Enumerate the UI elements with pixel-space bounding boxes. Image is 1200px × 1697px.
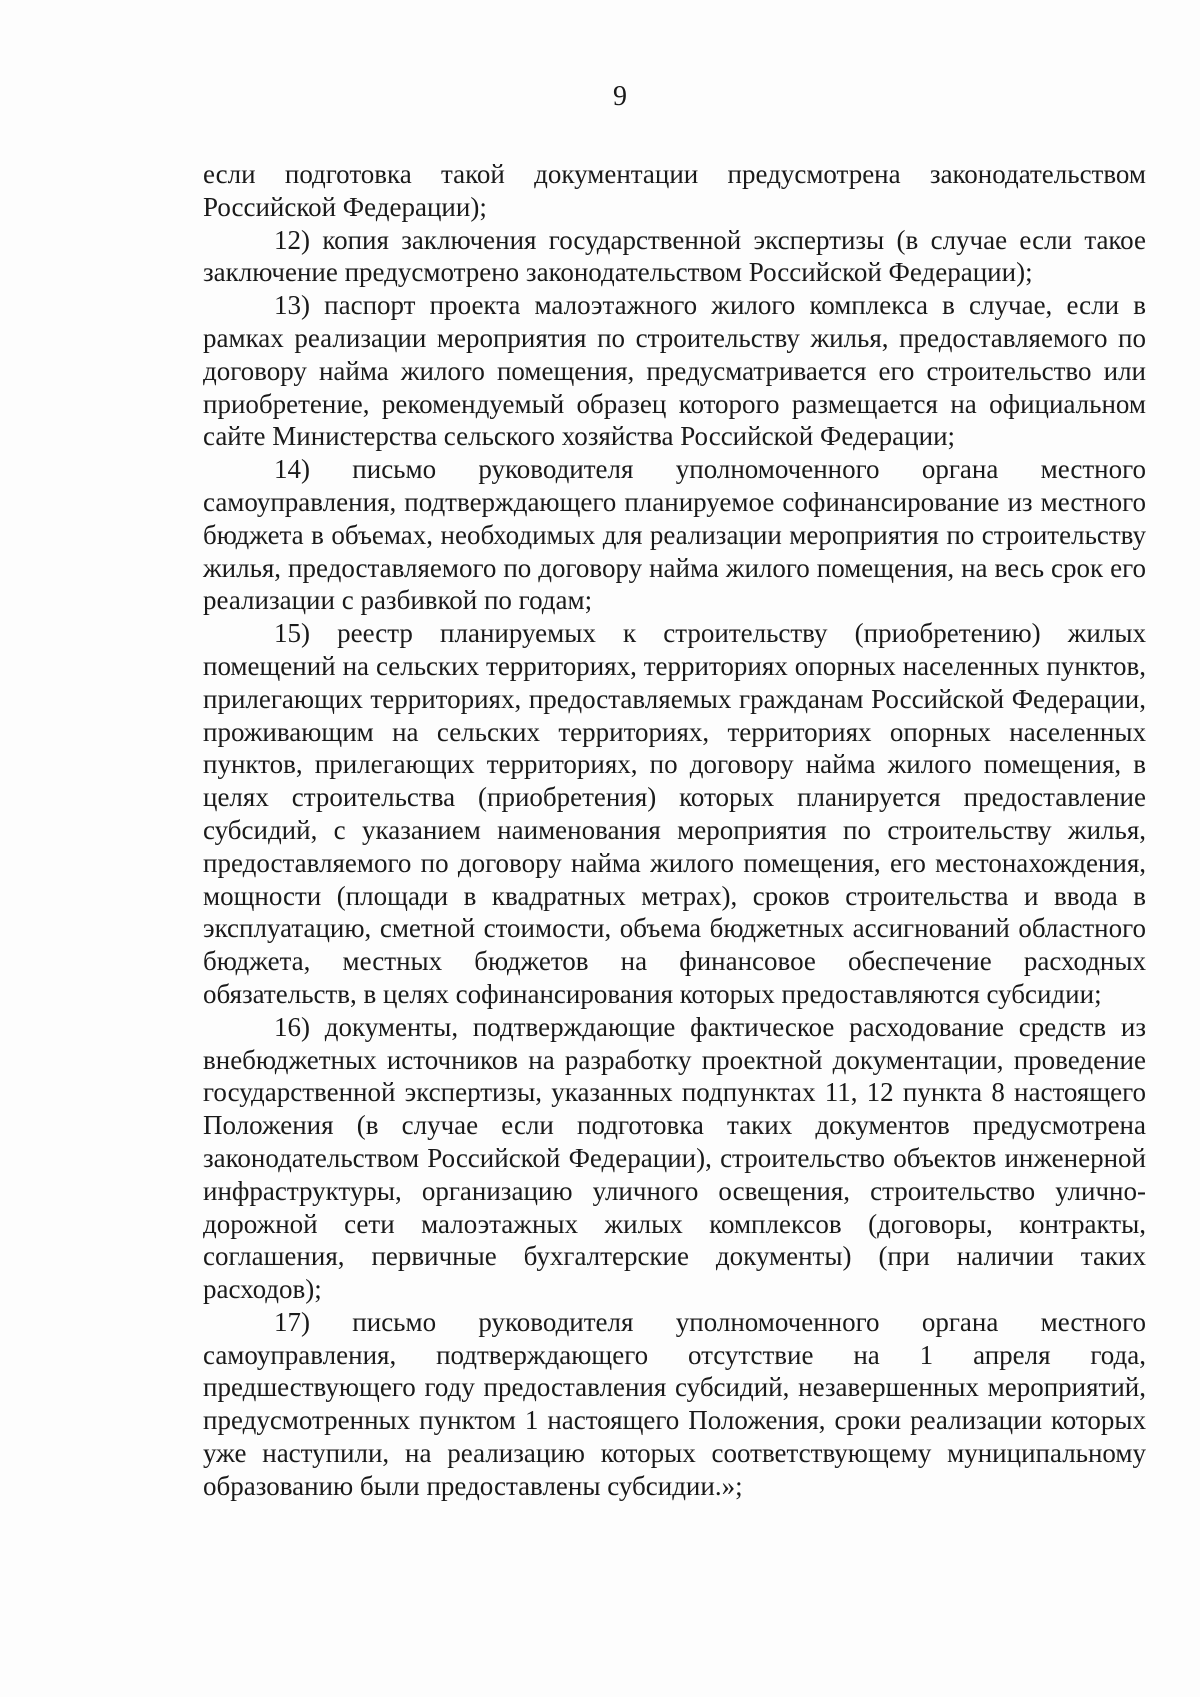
paragraph-item-15: 15) реестр планируемых к строительству (приобретению) жилых помещений на сельских территориях, территориях опорных населенных пунктов, прилегающих территориях, предоставляемых гражданам Российской Федерации, проживающим на сельских территориях, территориях опорных населенных пунктов, прилегающих территориях, по договору найма жилого помещения, в целях строительства (приобретения) которых планируется предоставление субсидий, с указанием наименования мероприятия по строительству жилья, предоставляемого по договору найма жилого помещения, его местонахождения, мощности (площади в квадратных метрах), сроков строительства и ввода в эксплуатацию, сметной стоимости, объема бюджетных ассигнований областного бюджета, местных бюджетов на финансовое обеспечение расходных обязательств, в целях софинансирования которых предоставляются субсидии; [203,618,1146,1009]
paragraph-item-16: 16) документы, подтверждающие фактическое расходование средств из внебюджетных источников на разработку проектной документации, проведение государственной экспертизы, указанных подпунктах 11, 12 пункта 8 настоящего Положения (в случае если подготовка таких документов предусмотрена законодательством Российской Федерации), строительство объектов инженерной инфраструктуры, организацию уличного освещения, строительство улично-дорожной сети малоэтажных жилых комплексов (договоры, контракты, соглашения, первичные бухгалтерские документы) (при наличии таких расходов); [203,1011,1146,1305]
paragraph-item-17: 17) письмо руководителя уполномоченного органа местного самоуправления, подтверждающего отсутствие на 1 апреля года, предшествующего году предоставления субсидий, незавершенных мероприятий, предусмотренных пунктом 1 настоящего Положения, сроки реализации которых уже наступили, на реализацию которых соответствующему муниципальному образованию были предоставлены субсидии.»; [203,1306,1146,1501]
paragraph-continuation: если подготовка такой документации предусмотрена законодательством Российской Федерации); [203,159,1146,222]
paragraph-item-14: 14) письмо руководителя уполномоченного органа местного самоуправления, подтверждающего планируемое софинансирование из местного бюджета в объемах, необходимых для реализации мероприятия по строительству жилья, предоставляемого по договору найма жилого помещения, на весь срок его реализации с разбивкой по годам; [203,454,1146,616]
paragraph-item-12: 12) копия заключения государственной экспертизы (в случае если такое заключение предусмотрено законодательством Российской Федерации); [203,224,1146,288]
paragraph-item-13: 13) паспорт проекта малоэтажного жилого комплекса в случае, если в рамках реализации мероприятия по строительству жилья, предоставляемого по договору найма жилого помещения, предусматривается его строительство или приобретение, рекомендуемый образец которого размещается на официальном сайте Министерства сельского хозяйства Российской Федерации; [203,290,1146,452]
document-body [203,158,1146,1503]
page-number: 9 [613,81,627,112]
